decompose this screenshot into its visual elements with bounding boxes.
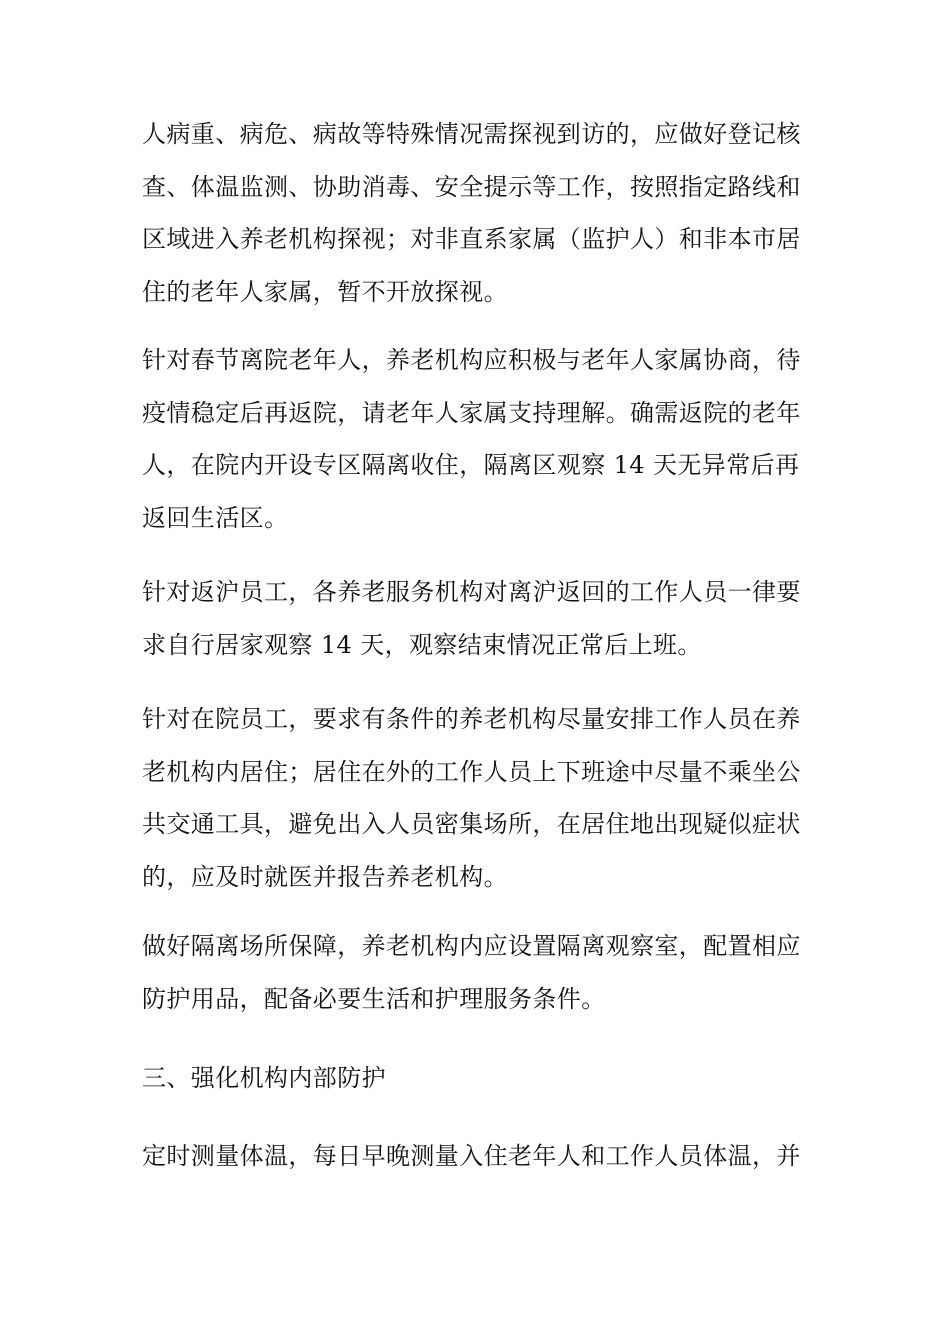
heading-text: 三、强化机构内部防护 [142,1064,386,1092]
text-line: 人，在院内开设专区隔离收住，隔离区观察 14 天无异常后再 [142,451,800,479]
paragraph-resident-staff [142,693,812,903]
paragraph-spring-festival-return [142,334,812,544]
paragraph-returning-staff [142,566,812,671]
paragraph-temperature-check [142,1130,812,1183]
text-line: 的，应及时就医并报告养老机构。 [142,862,508,891]
paragraph-isolation-facility [142,920,812,1025]
text-line: 人病重、病危、病故等特殊情况需探视到访的，应做好登记核 [142,120,801,148]
text-line: 针对返沪员工，各养老服务机构对离沪返回的工作人员一律要 [142,578,801,606]
text-line: 查、体温监测、协助消毒、安全提示等工作，按照指定路线和 [142,172,801,201]
text-line: 住的老年人家属，暂不开放探视。 [142,277,508,306]
text-line: 针对在院员工，要求有条件的养老机构尽量安排工作人员在养 [142,705,801,733]
text-line: 共交通工具，避免出入人员密集场所，在居住地出现疑似症状 [142,810,801,838]
text-line: 针对春节离院老年人，养老机构应积极与老年人家属协商，待 [142,346,801,374]
text-line: 返回生活区。 [142,503,289,532]
section-heading [142,1052,812,1105]
text-line: 防护用品，配备必要生活和护理服务条件。 [142,984,606,1013]
text-line: 疫情稳定后再返院，请老年人家属支持理解。确需返院的老年 [142,398,801,427]
text-line: 做好隔离场所保障，养老机构内应设置隔离观察室，配置相应 [142,932,801,960]
paragraph-visiting-rules [142,108,812,318]
text-line: 求自行居家观察 14 天，观察结束情况正常后上班。 [142,630,702,659]
text-line: 定时测量体温，每日早晚测量入住老年人和工作人员体温，并 [142,1142,801,1170]
text-line: 区域进入养老机构探视；对非直系家属（监护人）和非本市居 [142,225,801,253]
text-line: 老机构内居住；居住在外的工作人员上下班途中尽量不乘坐公 [142,757,801,786]
